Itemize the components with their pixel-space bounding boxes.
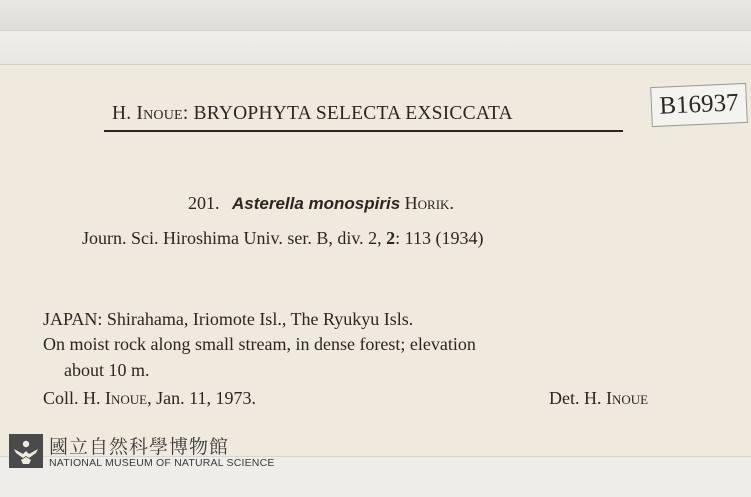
journal-citation	[82, 228, 483, 249]
journal-suffix: : 113 (1934)	[395, 228, 484, 248]
museum-logo-icon	[9, 434, 43, 468]
museum-watermark	[9, 433, 279, 469]
habitat-line-1: On moist rock along small stream, in dense forest; elevation	[43, 334, 476, 354]
species-line	[188, 193, 454, 214]
top-gap	[0, 30, 751, 65]
museum-name-english: NATIONAL MUSEUM OF NATURAL SCIENCE	[49, 457, 275, 469]
header-series: BRYOPHYTA SELECTA EXSICCATA	[193, 103, 513, 124]
specimen-number: 201.	[188, 193, 220, 213]
header-separator: :	[182, 103, 194, 124]
habitat-line-2: about 10 m.	[64, 360, 150, 380]
species-authority: Horik.	[404, 193, 454, 213]
top-sheet	[0, 0, 751, 30]
collection-line	[43, 388, 256, 409]
determination-line	[549, 388, 648, 409]
collection-date: , Jan. 11, 1973.	[147, 388, 256, 408]
header-rule	[104, 130, 623, 132]
locality: JAPAN: Shirahama, Iriomote Isl., The Ryukyu Isls.	[43, 309, 414, 329]
museum-name-chinese: 國立自然科學博物館	[49, 436, 230, 458]
journal-prefix: Journ. Sci. Hiroshima Univ. ser. B, div. 2,	[82, 228, 387, 248]
species-name: Asterella monospiris	[232, 194, 401, 213]
barcode-number: B16937	[650, 83, 748, 127]
collection-prefix: Coll. H.	[43, 388, 106, 408]
label-header	[112, 103, 620, 125]
determination-prefix: Det. H.	[549, 388, 606, 408]
journal-volume: 2	[386, 228, 396, 248]
collector-name: Inoue	[105, 388, 148, 408]
header-author: H. Inoue	[112, 103, 183, 124]
determiner-name: Inoue	[606, 388, 649, 408]
